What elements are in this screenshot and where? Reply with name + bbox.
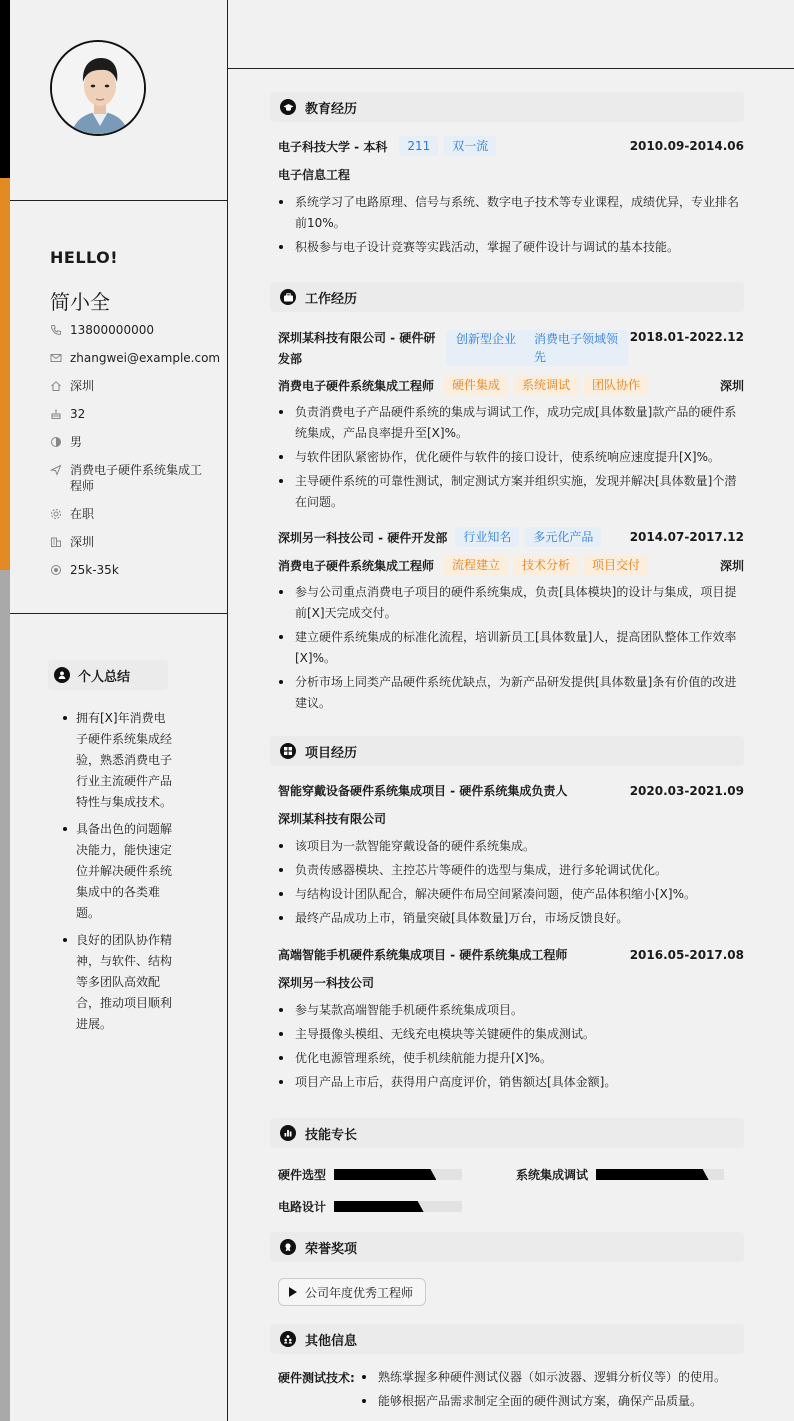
skill-bar-track — [334, 1169, 462, 1180]
info-email — [50, 350, 221, 366]
list-item: 主导硬件系统的可靠性测试，制定测试方案并组织实施，发现并解决[具体数量]个潜在问题。 — [278, 471, 744, 513]
section-header-work — [270, 282, 744, 312]
section-header-skills — [270, 1118, 744, 1148]
job-location: 深圳 — [719, 558, 744, 573]
sidebar-divider — [10, 200, 228, 201]
stripe-orange — [0, 178, 10, 570]
list-item: 系统学习了电路原理、信号与系统、数字电子技术等专业课程，成绩优异，专业排名前10%。 — [278, 192, 744, 234]
section-header-projects — [270, 736, 744, 766]
info-city — [50, 378, 215, 394]
candidate-name: 简小全 — [50, 290, 110, 314]
education-row — [278, 136, 744, 156]
header-divider — [228, 68, 794, 69]
skill-tag: 系统调试 — [514, 375, 578, 395]
phone-icon — [50, 324, 62, 336]
list-item: 与结构设计团队配合，解决硬件布局空间紧凑问题，使产品体积缩小[X]%。 — [278, 884, 744, 905]
list-item: 主导摄像头模组、无线充电模块等关键硬件的集成测试。 — [278, 1024, 744, 1045]
job-list — [278, 402, 744, 516]
job-tag: 消费电子领域领先 — [534, 332, 619, 364]
education-title: 教育经历 — [305, 101, 358, 117]
project-list — [278, 1000, 744, 1096]
award-label: 公司年度优秀工程师 — [305, 1285, 414, 1300]
skill-item — [278, 1166, 462, 1183]
section-header-awards — [270, 1232, 744, 1262]
education-date: 2010.09-2014.06 — [629, 139, 744, 153]
info-target-city — [50, 534, 215, 550]
greeting: HELLO! — [50, 248, 119, 267]
education-tag: 211 — [399, 136, 438, 156]
skill-tag: 团队协作 — [584, 375, 648, 395]
skill-name: 电路设计 — [278, 1200, 327, 1214]
cake-icon — [50, 408, 62, 420]
project-list — [278, 836, 744, 932]
info-status — [50, 506, 215, 522]
job-date: 2018.01-2022.12 — [629, 330, 744, 344]
skill-item — [516, 1166, 724, 1183]
graduation-cap-icon — [280, 99, 296, 115]
briefcase-icon — [280, 289, 296, 305]
target-city-value: 深圳 — [70, 535, 95, 549]
project-name: 智能穿戴设备硬件系统集成项目 - 硬件系统集成负责人 — [278, 784, 568, 798]
job-list — [278, 582, 744, 717]
job-company: 深圳另一科技公司 - 硬件开发部 — [278, 530, 448, 545]
summary-header — [48, 660, 168, 690]
job-role: 消费电子硬件系统集成工程师 — [278, 378, 435, 393]
mail-icon — [50, 352, 62, 364]
skill-tag: 项目交付 — [584, 555, 648, 575]
project-date: 2020.03-2021.09 — [629, 783, 744, 798]
job-role-row — [278, 555, 744, 575]
school-name: 电子科技大学 - 本科 — [278, 139, 388, 154]
awards-title: 荣誉奖项 — [305, 1241, 358, 1257]
skill-name: 硬件选型 — [278, 1168, 327, 1182]
info-salary — [50, 562, 215, 578]
stripe-gray — [0, 570, 10, 1421]
city-value: 深圳 — [70, 379, 95, 393]
job-tag: 创新型企业 — [456, 332, 517, 346]
list-item: 积极参与电子设计竞赛等实践活动，掌握了硬件设计与调试的基本技能。 — [278, 237, 744, 258]
job-location: 深圳 — [719, 378, 744, 393]
list-item: 建立硬件系统集成的标准化流程，培训新员工[具体数量]人，提高团队整体工作效率[X]%。 — [278, 627, 744, 669]
job-role: 消费电子硬件系统集成工程师 — [278, 558, 435, 573]
project-date: 2016.05-2017.08 — [629, 947, 744, 962]
project-name: 高端智能手机硬件系统集成项目 - 硬件系统集成工程师 — [278, 948, 568, 962]
list-item: 熟练掌握多种硬件测试仪器（如示波器、逻辑分析仪等）的使用。 — [361, 1367, 744, 1388]
other-label: 硬件测试技术: — [278, 1371, 355, 1385]
list-item: 具备出色的问题解决能力，能快速定位并解决硬件系统集成中的各类难题。 — [60, 819, 175, 924]
summary-list — [60, 708, 175, 1041]
list-item: 优化电源管理系统，使手机续航能力提升[X]%。 — [278, 1048, 744, 1069]
gender-icon — [50, 436, 62, 448]
skill-bar-fill — [334, 1201, 424, 1212]
project-company: 深圳另一科技公司 — [278, 976, 375, 990]
skill-bar-fill — [596, 1169, 709, 1180]
skill-bar-track — [596, 1169, 724, 1180]
skill-item — [278, 1198, 462, 1215]
job-tag: 行业知名 — [455, 527, 519, 547]
skill-tag: 流程建立 — [444, 555, 508, 575]
skill-name: 系统集成调试 — [516, 1168, 589, 1182]
list-item: 能够根据产品需求制定全面的硬件测试方案，确保产品质量。 — [361, 1391, 744, 1412]
salary-value: 25k-35k — [70, 563, 119, 577]
people-icon — [280, 1331, 296, 1347]
job-tag: 多元化产品 — [525, 527, 601, 547]
info-age — [50, 406, 215, 422]
summary-title: 个人总结 — [78, 669, 131, 685]
work-title: 工作经历 — [305, 291, 358, 307]
gear-icon — [50, 508, 62, 520]
list-item: 分析市场上同类产品硬件系统优缺点，为新产品研发提供[具体数量]条有价值的改进建议。 — [278, 672, 744, 714]
list-item: 参与公司重点消费电子项目的硬件系统集成，负责[具体模块]的设计与集成，项目提前[X]天完成交付。 — [278, 582, 744, 624]
skill-bar-track — [334, 1201, 462, 1212]
position-value: 消费电子硬件系统集成工程师 — [70, 463, 203, 493]
avatar — [50, 40, 146, 136]
gender-value: 男 — [70, 435, 83, 449]
education-tag: 双一流 — [444, 136, 496, 156]
award-item[interactable] — [278, 1278, 426, 1306]
section-header-other — [270, 1324, 744, 1354]
other-title: 其他信息 — [305, 1333, 358, 1349]
sidebar-divider — [10, 613, 228, 614]
info-gender — [50, 434, 215, 450]
list-item: 负责消费电子产品硬件系统的集成与调试工作，成功完成[具体数量]款产品的硬件系统集成，产品良率提升至[X]%。 — [278, 402, 744, 444]
project-row — [278, 946, 744, 963]
home-icon — [50, 380, 62, 392]
list-item: 负责传感器模块、主控芯片等硬件的选型与集成，进行多轮调试优化。 — [278, 860, 744, 881]
list-item: 项目产品上市后，获得用户高度评价，销售额达[具体金额]。 — [278, 1072, 744, 1093]
grid-icon — [280, 743, 296, 759]
stripe-black — [0, 0, 10, 178]
job-company: 深圳某科技有限公司 - 硬件研发部 — [278, 331, 436, 366]
info-position — [50, 462, 215, 494]
skill-bar-fill — [334, 1169, 436, 1180]
education-list — [278, 192, 744, 261]
list-item: 该项目为一款智能穿戴设备的硬件系统集成。 — [278, 836, 744, 857]
project-company: 深圳某科技有限公司 — [278, 812, 387, 826]
email-value: zhangwei@example.com — [70, 351, 221, 365]
phone-value: 13800000000 — [70, 323, 154, 337]
job-date: 2014.07-2017.12 — [629, 530, 744, 544]
list-item: 最终产品成功上市，销量突破[具体数量]万台，市场反馈良好。 — [278, 908, 744, 929]
education-major: 电子信息工程 — [278, 168, 351, 182]
job-header-row — [278, 527, 744, 547]
age-value: 32 — [70, 407, 86, 421]
skills-title: 技能专长 — [305, 1127, 358, 1143]
section-header-education — [270, 92, 744, 122]
list-item: 拥有[X]年消费电子硬件系统集成经验，熟悉消费电子行业主流硬件产品特性与集成技术。 — [60, 708, 175, 813]
skill-tag: 硬件集成 — [444, 375, 508, 395]
award-icon — [280, 1239, 296, 1255]
project-row — [278, 782, 744, 799]
status-value: 在职 — [70, 507, 95, 521]
user-icon — [54, 667, 70, 683]
list-item: 与软件团队紧密协作，优化硬件与软件的接口设计，使系统响应速度提升[X]%。 — [278, 447, 744, 468]
contact-info — [50, 322, 221, 590]
skill-tag: 技术分析 — [514, 555, 578, 575]
job-role-row — [278, 375, 744, 395]
info-phone — [50, 322, 215, 338]
other-list — [361, 1367, 744, 1415]
list-item: 参与某款高端智能手机硬件系统集成项目。 — [278, 1000, 744, 1021]
coin-icon — [50, 564, 62, 576]
list-item: 良好的团队协作精神，与软件、结构等多团队高效配合，推动项目顺利进展。 — [60, 930, 175, 1035]
projects-title: 项目经历 — [305, 745, 358, 761]
send-icon — [50, 464, 62, 476]
bar-chart-icon — [280, 1125, 296, 1141]
play-icon — [289, 1287, 297, 1297]
building-icon — [50, 536, 62, 548]
